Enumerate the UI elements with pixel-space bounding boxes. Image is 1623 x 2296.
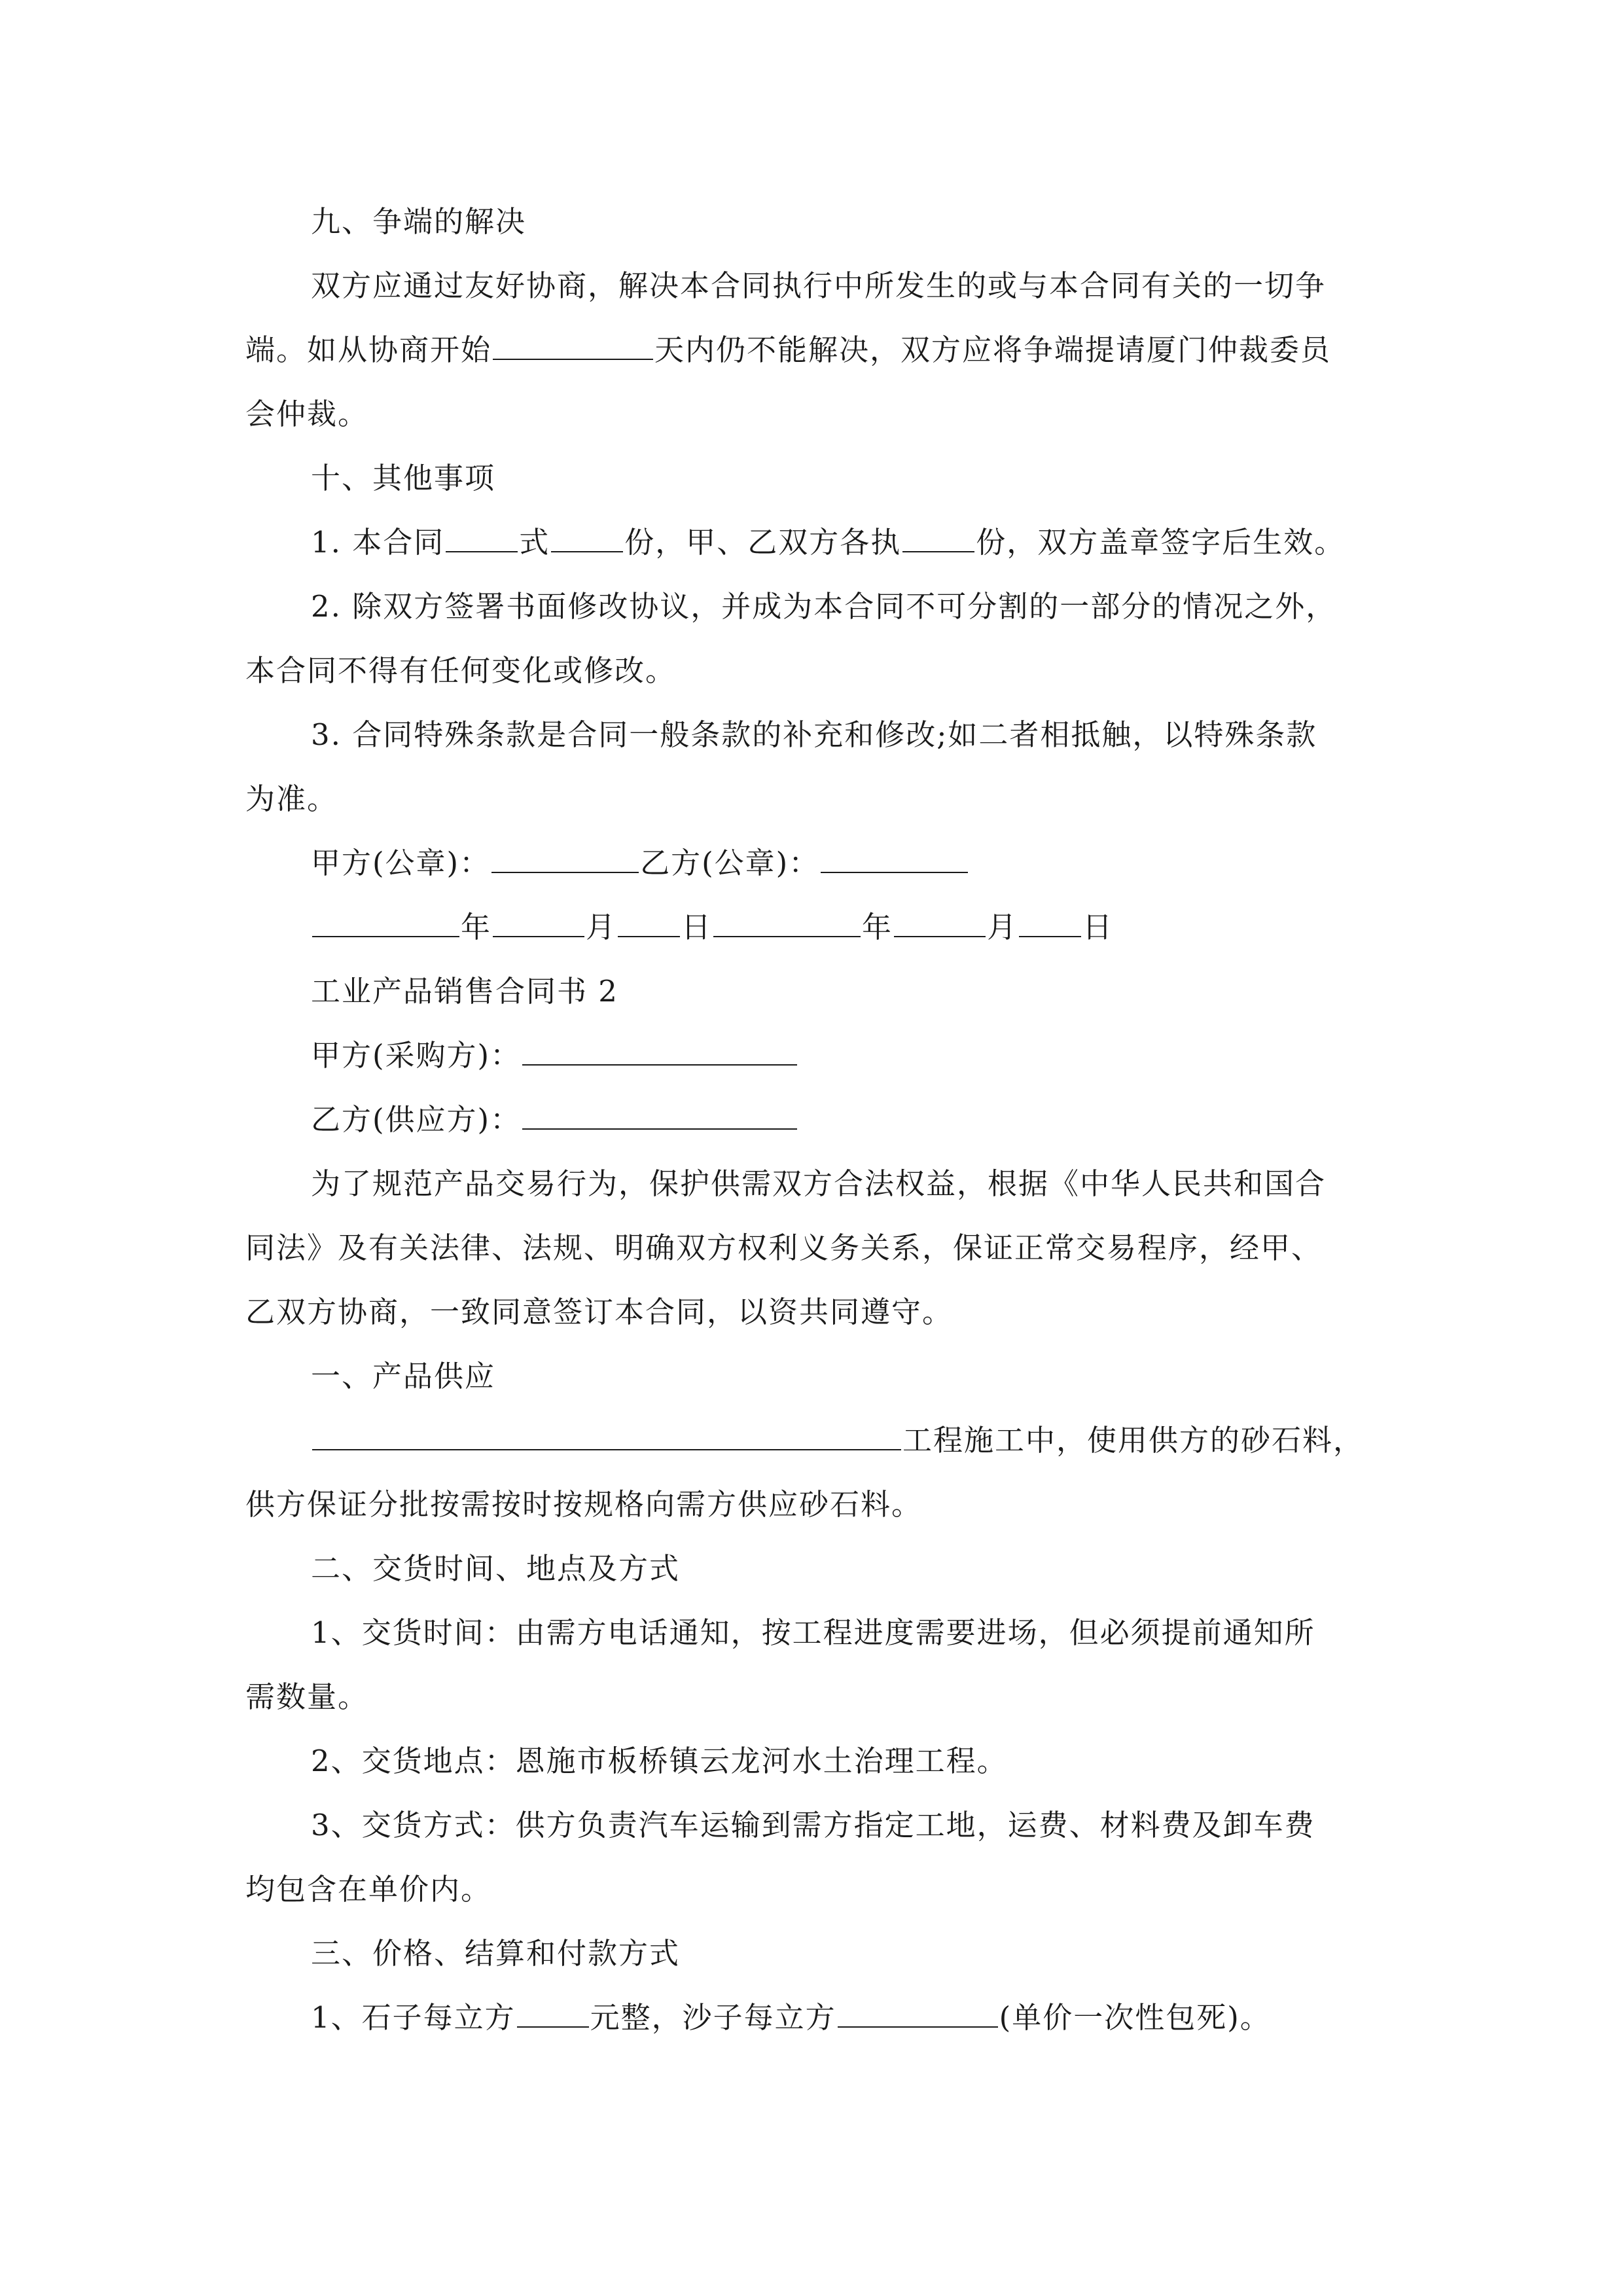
party-a-line [245,1024,1387,1088]
text-span: 元整，沙子每立方 [590,2000,836,2035]
section-heading-9: 九、争端的解决 [311,204,527,239]
year-label: 年 [461,910,492,944]
item-3: 3. 合同特殊条款是合同一般条款的补充和修改;如二者相抵触，以特殊条款 [311,717,1317,752]
day-label: 日 [681,910,713,944]
party-b-blank[interactable] [522,1102,797,1130]
text-span: 份，甲、乙双方各执 [624,525,902,560]
date-year-blank[interactable] [713,910,861,937]
party-a-blank[interactable] [522,1038,797,1066]
paragraph-line: 供方保证分批按需按时按规格向需方供应砂石料。 [245,1487,923,1522]
paragraph-line [245,318,1387,382]
date-month-blank[interactable] [493,910,584,937]
paragraph-line: 同法》及有关法律、法规、明确双方权利义务关系，保证正常交易程序，经甲、 [245,1230,1323,1265]
text-span: 1、石子每立方 [311,2000,516,2035]
section-heading-2: 二、交货时间、地点及方式 [311,1551,681,1586]
text-span: 式 [519,525,550,560]
date-year-blank[interactable] [312,910,459,937]
date-day-blank[interactable] [618,910,680,937]
fill-blank-days[interactable] [493,332,653,360]
party-b-label: 乙方(供应方)： [311,1102,522,1137]
party-a-label: 甲方(采购方)： [311,1038,522,1073]
paragraph-line [245,1986,1387,2050]
item-2: 2. 除双方签署书面修改协议，并成为本合同不可分割的一部分的情况之外， [311,589,1337,624]
item-1 [245,511,1387,575]
fill-blank-format[interactable] [446,525,518,552]
paragraph-line: 需数量。 [245,1679,369,1714]
party-b-seal-label: 乙方(公章)： [640,846,820,880]
paragraph-line: 会仲裁。 [245,397,369,431]
text-span: 1. 本合同 [311,525,445,560]
paragraph-line [245,1408,1387,1473]
year-label: 年 [862,910,893,944]
paragraph-line: 乙双方协商，一致同意签订本合同，以资共同遵守。 [245,1295,954,1329]
text-span: 份，双方盖章签字后生效。 [976,525,1346,560]
party-b-line [245,1088,1387,1152]
stone-price-blank[interactable] [517,2000,589,2028]
signature-line [245,831,1387,895]
date-month-blank[interactable] [894,910,986,937]
fill-blank-copies[interactable] [551,525,623,552]
text-span: 端。如从协商开始 [245,332,492,367]
contract-title: 工业产品销售合同书 2 [311,974,618,1009]
party-a-seal-label: 甲方(公章)： [311,846,491,880]
paragraph-line: 3、交货方式：供方负责汽车运输到需方指定工地，运费、材料费及卸车费 [311,1808,1315,1842]
party-a-seal-blank[interactable] [491,846,639,873]
fill-blank-each-copies[interactable] [902,525,974,552]
paragraph-line: 为了规范产品交易行为，保护供需双方合法权益，根据《中华人民共和国合 [311,1166,1327,1201]
section-heading-3: 三、价格、结算和付款方式 [311,1936,681,1971]
paragraph-line: 为准。 [245,781,338,816]
project-name-blank[interactable] [312,1423,901,1450]
text-span: 天内仍不能解决，双方应将争端提请厦门仲裁委员 [654,332,1332,367]
paragraph-line: 1、交货时间：由需方电话通知，按工程进度需要进场，但必须提前通知所 [311,1615,1315,1650]
section-heading-1: 一、产品供应 [311,1359,496,1393]
section-heading-10: 十、其他事项 [311,461,496,495]
paragraph-line: 本合同不得有任何变化或修改。 [245,653,677,688]
paragraph-line: 2、交货地点：恩施市板桥镇云龙河水土治理工程。 [311,1744,1008,1778]
day-label: 日 [1082,910,1114,944]
document-body [245,190,1387,2050]
text-span: (单价一次性包死)。 [999,2000,1271,2035]
paragraph-line: 双方应通过友好协商，解决本合同执行中所发生的或与本合同有关的一切争 [311,268,1327,303]
date-day-blank[interactable] [1019,910,1081,937]
month-label: 月 [586,910,617,944]
sand-price-blank[interactable] [838,2000,998,2028]
month-label: 月 [987,910,1018,944]
paragraph-line: 均包含在单价内。 [245,1872,492,1907]
date-line [245,895,1387,960]
text-span: 工程施工中，使用供方的砂石料， [902,1423,1364,1458]
party-b-seal-blank[interactable] [821,846,968,873]
